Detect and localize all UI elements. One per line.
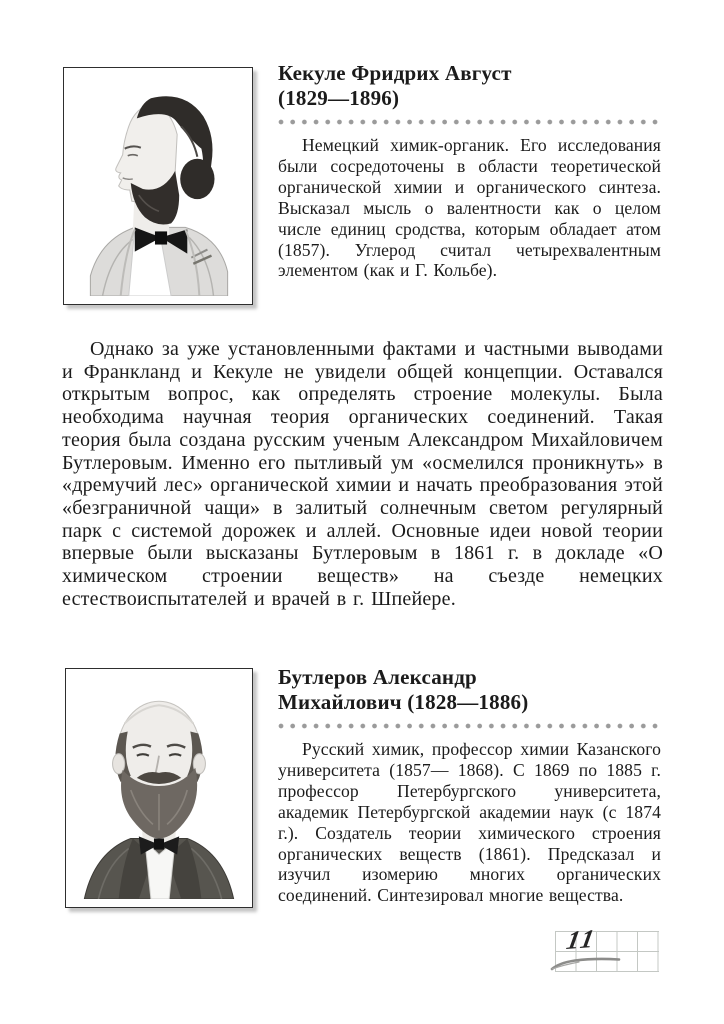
- portrait-butlerov: [65, 668, 253, 908]
- entry-butlerov-bio: Русский химик, профессор химии Казанского университета (1857— 1868). С 1869 по 1885 г. профессор Петербургского университета, академик Петербургской академии наук (с 1874 г.). Создатель теории химического строения органических веществ (1861). Предсказал и изучил изомерию многих органических соединений. Синтезировал многие вещества.: [278, 739, 661, 906]
- entry-butlerov-heading-line1: Бутлеров Александр: [278, 665, 477, 689]
- entry-kekule-heading-line2: (1829—1896): [278, 86, 400, 110]
- entry-kekule-heading: [278, 61, 661, 111]
- grid-pattern: [555, 924, 659, 972]
- dotted-divider: [278, 723, 661, 729]
- entry-kekule-heading-line1: Кекуле Фридрих Август: [278, 61, 512, 85]
- underline-flourish-icon: [549, 955, 625, 971]
- portrait-kekule: [63, 67, 253, 305]
- entry-butlerov-heading: [278, 665, 661, 715]
- dotted-divider: [278, 119, 661, 125]
- portrait-butlerov-image: [74, 677, 244, 899]
- portrait-kekule-image: [72, 76, 244, 296]
- main-paragraph: Однако за уже установленными фактами и частными выводами и Франкланд и Кекуле не увидели общей концепции. Оставался открытым вопрос, как определять строение молекулы. Была необходима научная теория органических соединений. Такая теория была создана русским ученым Александром Михайловичем Бутлеровым. Именно его пытливый ум «осмелился проникнуть» в «дремучий лес» органической химии и начать преобразования этой «безграничной чащи» в залитый солнечным светом регулярный парк с системой дорожек и аллей. Основные идеи новой теории впервые были высказаны Бутлеровым в 1861 г. в докладе «О химическом строении веществ» на съезде немецких естествоиспытателей и врачей в г. Шпейере.: [62, 338, 663, 610]
- entry-kekule-bio: Немецкий химик-органик. Его исследования были сосредоточены в области теоретической органической химии и органического синтеза. Высказал мысль о валентности как о целом числе единиц сродства, которым обладает атом (1857). Углерод считал четырехвалентным элементом (как и Г. Кольбе).: [278, 135, 661, 281]
- entry-kekule: [278, 61, 661, 281]
- page-number: 11: [564, 924, 599, 955]
- entry-butlerov: [278, 665, 661, 906]
- entry-butlerov-heading-line2: Михайлович (1828—1886): [278, 690, 529, 714]
